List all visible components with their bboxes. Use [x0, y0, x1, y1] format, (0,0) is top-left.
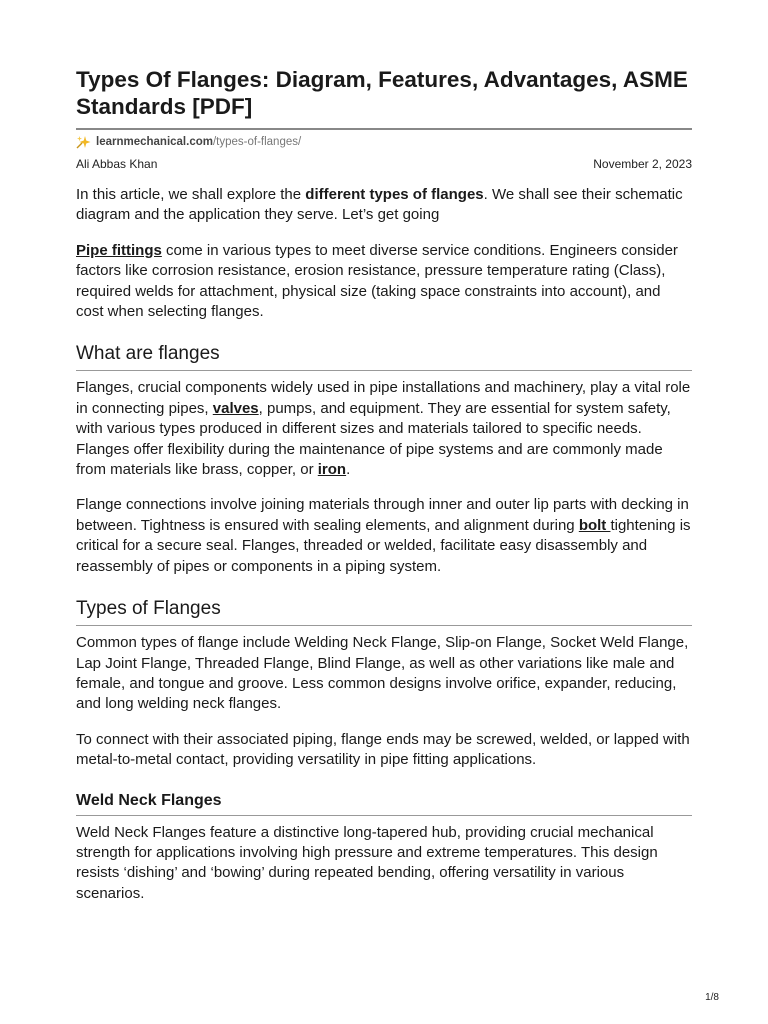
page-number: 1/8: [705, 992, 719, 1003]
sparkle-logo-icon: [76, 135, 92, 149]
weld-heading: Weld Neck Flanges: [76, 791, 222, 809]
types-paragraph-2: To connect with their associated piping, flange ends may be screwed, welded, or lapped with metal-to-metal contact, providing versatility in pipe fitting applications.: [76, 730, 690, 769]
page-title: Types Of Flanges: Diagram, Features, Advantages, ASME Standards [PDF]: [76, 67, 688, 119]
publish-date: November 2, 2023: [593, 157, 692, 171]
what-heading: What are flanges: [76, 343, 220, 365]
types-paragraph-1: Common types of flange include Welding Neck Flange, Slip-on Flange, Socket Weld Flange, Lap Joint Flange, Threaded Flange, Blind Flange, as well as other variations like male and female, and tongue and groove. Less common designs involve orifice, expander, reducing, and long welding neck flanges.: [76, 634, 689, 713]
weld-paragraph: Weld Neck Flanges feature a distinctive long-tapered hub, providing crucial mechanical strength for applications involving high pressure and extreme temperatures. This design resists ‘dishing’ and ‘bowing’ during repeated bending, offering versatility in various scenarios.: [76, 823, 658, 902]
intro-text-end: . We shall see their schematic diagram and the application they serve. Let’s get going: [76, 186, 683, 224]
pipe-fittings-link[interactable]: Pipe fittings: [76, 241, 162, 259]
what-text-1: Flanges, crucial components widely used in pipe installations and machinery, play a vital role in connecting pipes,: [76, 379, 691, 417]
author: Ali Abbas Khan: [76, 157, 158, 171]
types-section-header: [76, 597, 692, 626]
valves-link[interactable]: valves: [212, 399, 259, 417]
intro-text: In this article, we shall explore the: [76, 186, 306, 203]
bolt-link[interactable]: bolt: [578, 516, 611, 534]
iron-link[interactable]: iron: [317, 461, 347, 479]
intro-paragraph: [76, 185, 692, 226]
source-path: /types-of-flanges/: [212, 136, 302, 148]
title-divider: [76, 128, 692, 130]
fittings-text: come in various types to meet diverse service conditions. Engineers consider factors like corrosion resistance, erosion resistance, pressure temperature rating (Class), required welds for attachment, physical size (taking space constraints into account), and cost when selecting flanges.: [76, 241, 678, 321]
weld-section-header: [76, 791, 692, 816]
types-heading: Types of Flanges: [76, 598, 221, 620]
what-section-header: [76, 342, 692, 371]
intro-bold: different types of flanges: [305, 186, 484, 203]
what-paragraph-2: [76, 495, 692, 577]
fittings-paragraph: [76, 241, 692, 323]
source-line: [76, 135, 692, 149]
source-link[interactable]: [96, 136, 301, 148]
weld-divider: [76, 815, 692, 816]
what2-text-2: tightening is critical for a secure seal. Flanges, threaded or welded, facilitate easy disassembly and reassembly of pipes or components in a piping system.: [76, 516, 691, 575]
what2-text-1: Flange connections involve joining materials through inner and outer lip parts with decking in between. Tightness is ensured with sealing elements, and alignment during: [76, 496, 689, 534]
what-paragraph-1: [76, 378, 692, 480]
source-domain: learnmechanical.com: [96, 136, 213, 148]
types-divider: [76, 625, 692, 626]
article-meta: [76, 157, 692, 171]
what-divider: [76, 370, 692, 371]
article: [76, 66, 692, 904]
what-text-3: .: [346, 461, 351, 479]
what-text-2: , pumps, and equipment. They are essential for system safety, with various types produced in different sizes and materials tailored to specific needs. Flanges offer flexibility during the maintenance of pipe systems and are commonly made from materials like brass, copper, or: [76, 399, 671, 479]
